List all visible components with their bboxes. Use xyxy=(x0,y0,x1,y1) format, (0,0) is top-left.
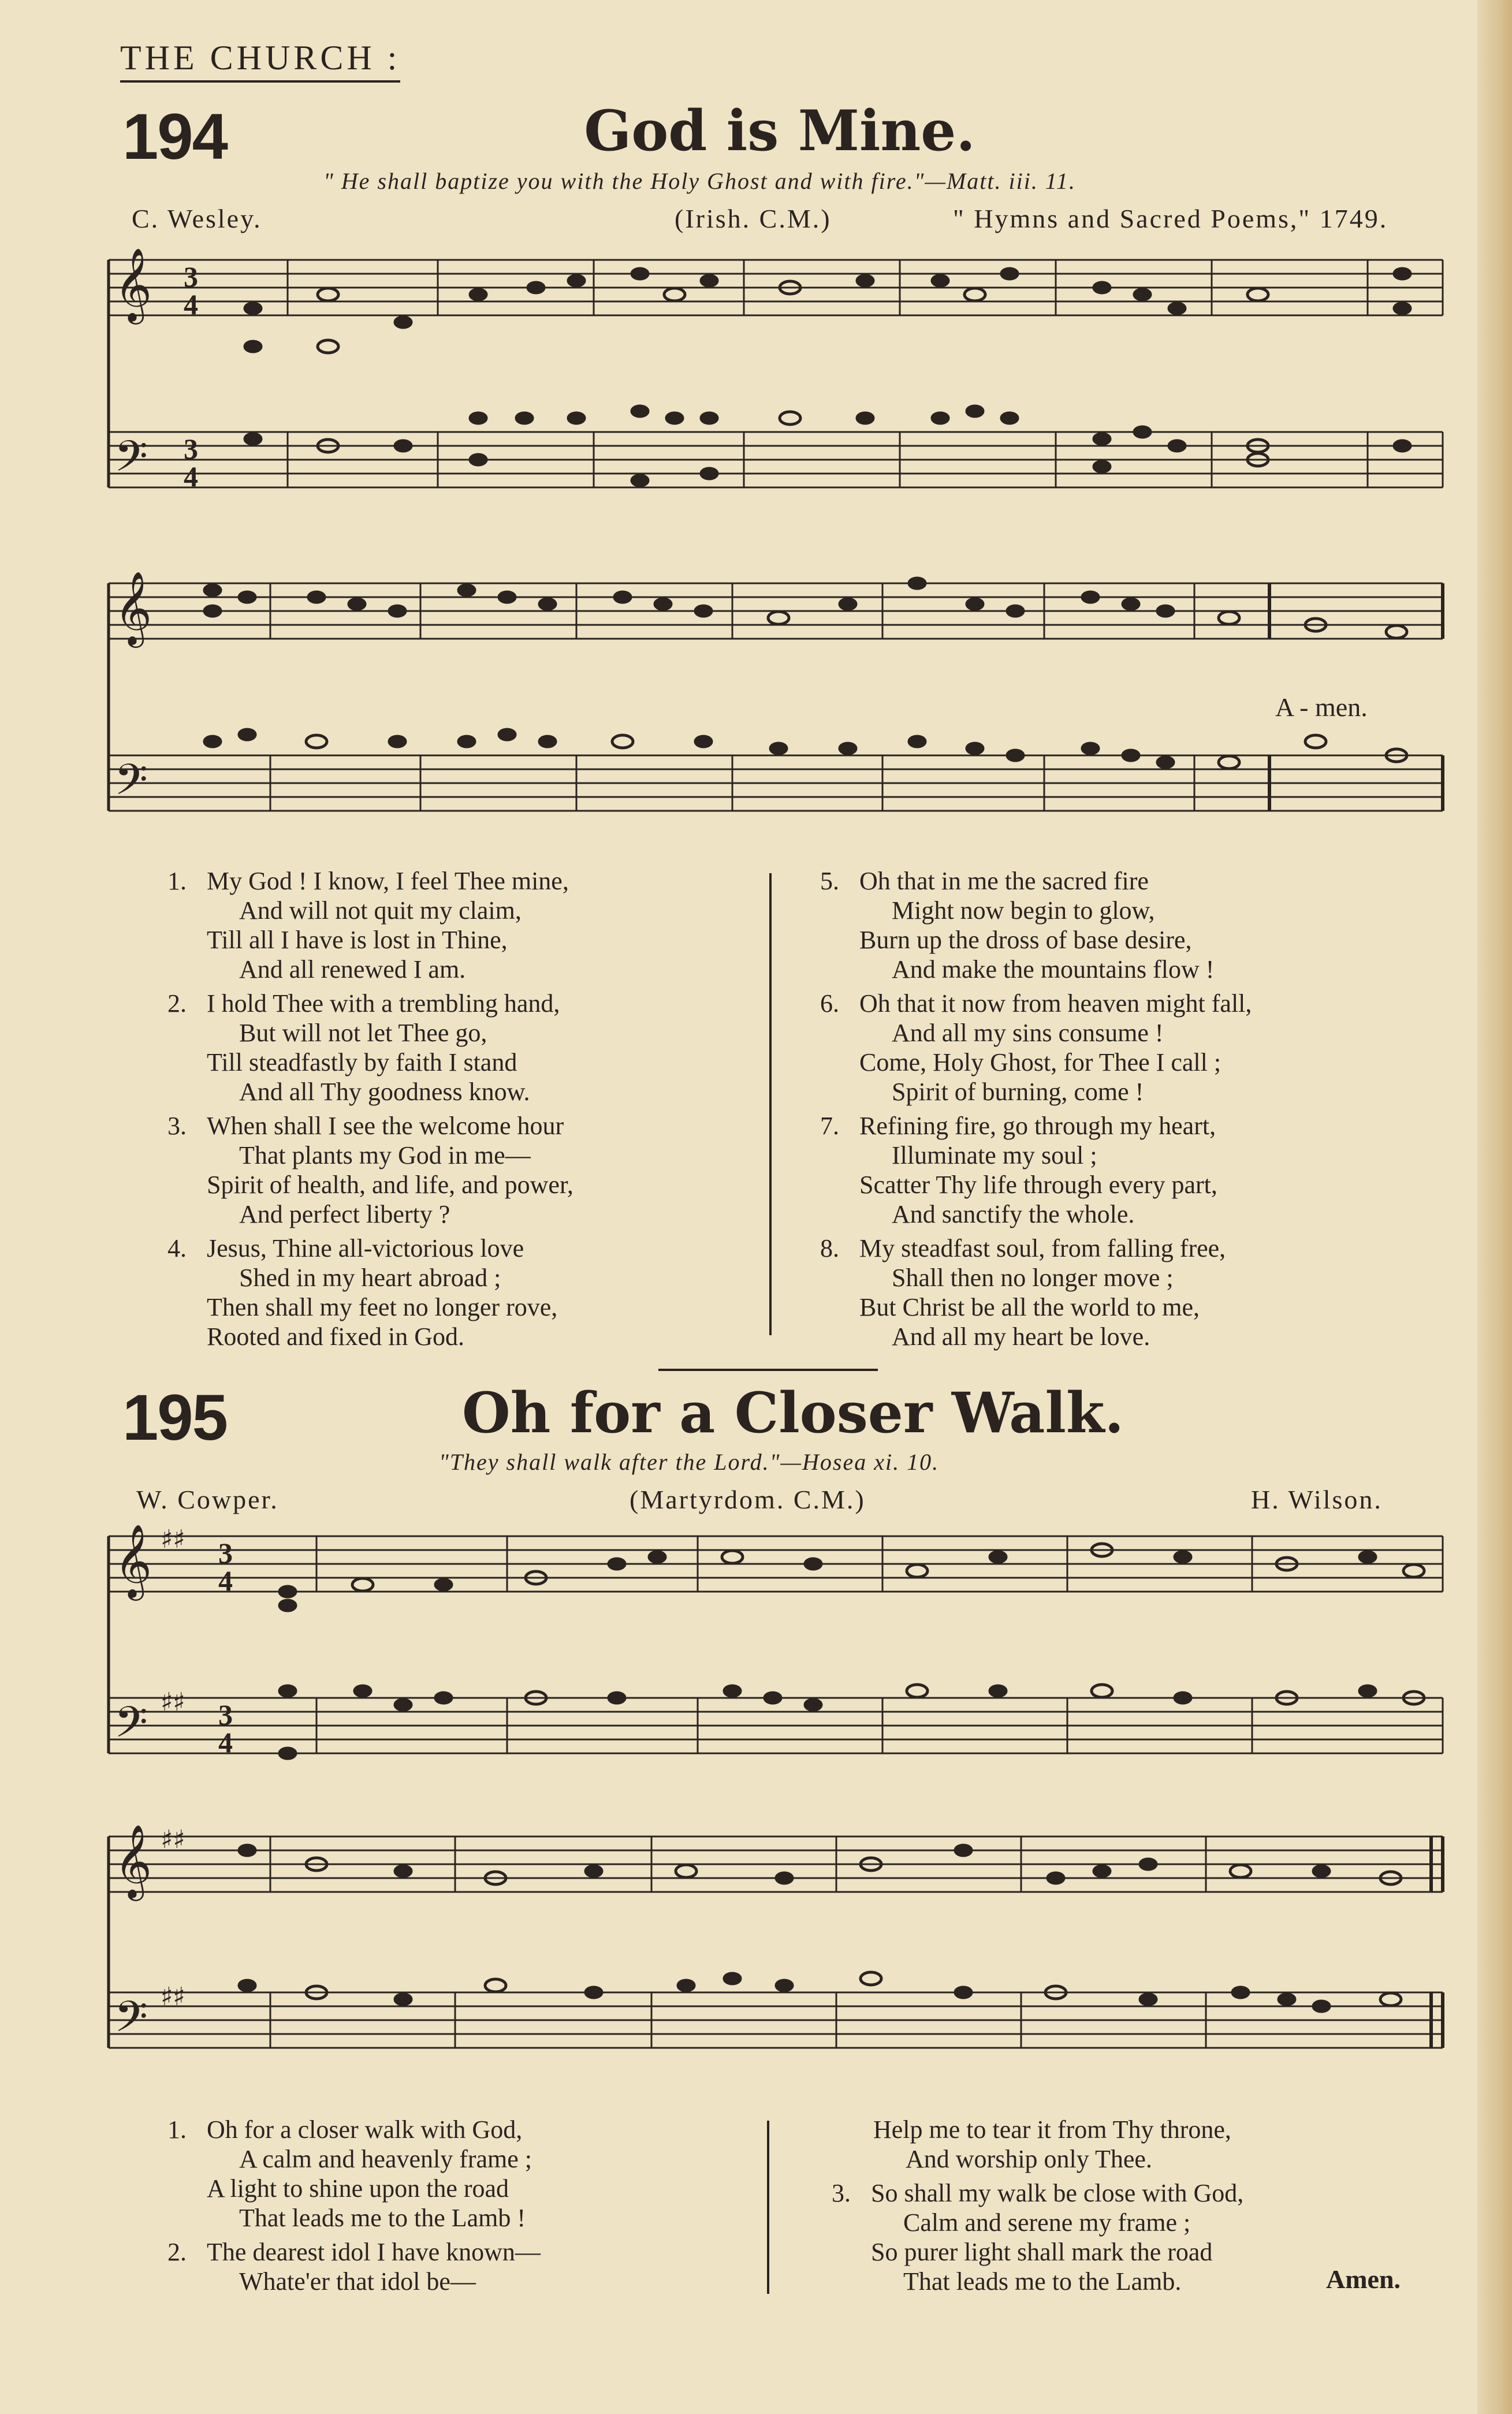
verse xyxy=(167,989,757,1107)
verse xyxy=(167,1111,757,1229)
verse-line: Jesus, Thine all-victorious love xyxy=(207,1234,524,1262)
verse-line: And all Thy goodness know. xyxy=(239,1078,530,1106)
verse-line: Spirit of health, and life, and power, xyxy=(207,1171,573,1199)
svg-text:♯♯: ♯♯ xyxy=(161,1687,185,1717)
verse-line: Till all I have is lost in Thine, xyxy=(207,926,508,954)
composer-name: H. Wilson. xyxy=(1251,1485,1383,1514)
verse-number: 6. xyxy=(820,989,839,1018)
svg-text:𝄢: 𝄢 xyxy=(114,755,148,815)
verse-line: When shall I see the welcome hour xyxy=(207,1112,564,1140)
svg-text:3: 3 xyxy=(184,433,198,465)
verse-number: 1. xyxy=(167,2115,187,2144)
tune-name: (Irish. C.M.) xyxy=(675,204,832,233)
verse xyxy=(167,866,757,984)
verse-line: That leads me to the Lamb. xyxy=(903,2267,1182,2296)
svg-text:♯♯: ♯♯ xyxy=(161,1825,185,1854)
verse-line: A light to shine upon the road xyxy=(207,2174,509,2203)
svg-text:4: 4 xyxy=(184,460,198,493)
verse-line: And all renewed I am. xyxy=(239,955,466,984)
amen-label: Amen. xyxy=(1326,2264,1401,2294)
svg-text:𝄞: 𝄞 xyxy=(114,1525,152,1597)
column-rule xyxy=(769,873,772,1335)
hymn-number: 195 xyxy=(122,1381,227,1454)
verse xyxy=(820,1111,1398,1229)
svg-text:𝄢: 𝄢 xyxy=(114,1992,148,2052)
notes-treble-s1 xyxy=(244,267,1412,353)
verse-line: Scatter Thy life through every part, xyxy=(859,1171,1217,1199)
verse-number: 3. xyxy=(832,2179,851,2207)
verse-line: Might now begin to glow, xyxy=(892,896,1155,925)
verse-line: And sanctify the whole. xyxy=(892,1200,1135,1228)
verse-number: 4. xyxy=(167,1234,187,1262)
verse-number: 3. xyxy=(167,1112,187,1140)
verse-line: So purer light shall mark the road xyxy=(871,2238,1213,2266)
svg-text:3: 3 xyxy=(184,260,198,293)
verse-line: And will not quit my claim, xyxy=(239,896,522,925)
verse-line: My God ! I know, I feel Thee mine, xyxy=(207,867,569,895)
verse-line: The dearest idol I have known— xyxy=(207,2238,541,2266)
svg-text:4: 4 xyxy=(218,1564,233,1597)
verse-line: That plants my God in me— xyxy=(239,1141,531,1169)
verse-line: And all my heart be love. xyxy=(892,1323,1150,1351)
verse-line: Oh that it now from heaven might fall, xyxy=(859,989,1252,1018)
svg-text:♯♯: ♯♯ xyxy=(161,1982,185,2011)
verse-line: Come, Holy Ghost, for Thee I call ; xyxy=(859,1048,1221,1076)
verse-line: Illuminate my soul ; xyxy=(892,1141,1097,1169)
verse xyxy=(820,989,1398,1107)
verse-line: Oh that in me the sacred fire xyxy=(859,867,1149,895)
verse-line: My steadfast soul, from falling free, xyxy=(859,1234,1226,1262)
verse xyxy=(832,2178,1409,2296)
verse-line: Shed in my heart abroad ; xyxy=(239,1264,501,1292)
verse xyxy=(820,1234,1398,1351)
bass-staff xyxy=(109,432,1443,487)
svg-text:4: 4 xyxy=(184,288,198,321)
notes-bass-s2 xyxy=(203,728,1407,769)
svg-text:3: 3 xyxy=(218,1698,233,1731)
verses-left-195 xyxy=(167,2115,745,2301)
verses-right-195 xyxy=(832,2115,1409,2301)
verse xyxy=(820,866,1398,984)
verse-line: So shall my walk be close with God, xyxy=(871,2179,1244,2207)
verse xyxy=(167,1234,757,1351)
verse-line: Rooted and fixed in God. xyxy=(207,1323,465,1351)
section-divider xyxy=(658,1369,878,1371)
author-name: C. Wesley. xyxy=(132,204,262,233)
verse-line: And make the mountains flow ! xyxy=(892,955,1215,984)
hymn-number: 194 xyxy=(122,100,227,173)
amen-label: A - men. xyxy=(1275,692,1368,722)
verse-number: 2. xyxy=(167,2238,187,2266)
verse-line: Help me to tear it from Thy throne, xyxy=(873,2115,1231,2144)
svg-text:𝄞: 𝄞 xyxy=(114,1824,152,1898)
verse-line: Refining fire, go through my heart, xyxy=(859,1112,1216,1140)
verse-line: And all my sins consume ! xyxy=(892,1019,1164,1047)
verse-number: 2. xyxy=(167,989,187,1018)
svg-text:𝄢: 𝄢 xyxy=(114,1697,148,1758)
music-score-195 xyxy=(97,1525,1448,2102)
author-name: W. Cowper. xyxy=(136,1485,279,1514)
scripture-quote: "They shall walk after the Lord."—Hosea xi. 10. xyxy=(439,1449,940,1475)
svg-text:𝄞: 𝄞 xyxy=(114,248,152,321)
verses-left-194 xyxy=(167,866,757,1356)
treble-staff xyxy=(109,260,1443,315)
verse-line: That leads me to the Lamb ! xyxy=(239,2204,526,2232)
svg-text:𝄢: 𝄢 xyxy=(114,431,148,492)
source-name: " Hymns and Sacred Poems," 1749. xyxy=(953,204,1388,233)
hymn-title: God is Mine. xyxy=(584,98,975,163)
verse-line: A calm and heavenly frame ; xyxy=(239,2145,532,2173)
verse-line: Shall then no longer move ; xyxy=(892,1264,1174,1292)
verse-line: But will not let Thee go, xyxy=(239,1019,487,1047)
verse-line: Burn up the dross of base desire, xyxy=(859,926,1192,954)
page-edge xyxy=(1477,0,1512,2414)
verse-line: Whate'er that idol be— xyxy=(239,2267,476,2296)
verse-line: I hold Thee with a trembling hand, xyxy=(207,989,560,1018)
verses-right-194 xyxy=(820,866,1398,1356)
verse-number: 7. xyxy=(820,1112,839,1140)
music-score-194 xyxy=(97,248,1448,872)
verse-line: And worship only Thee. xyxy=(906,2145,1152,2173)
scripture-quote: " He shall baptize you with the Holy Ghost and with fire."—Matt. iii. 11. xyxy=(323,168,1076,194)
verse-line: Calm and serene my frame ; xyxy=(903,2208,1191,2237)
svg-text:𝄞: 𝄞 xyxy=(114,571,152,645)
verse-number: 1. xyxy=(167,867,187,895)
verse-line: Till steadfastly by faith I stand xyxy=(207,1048,517,1076)
verse-line: Spirit of burning, come ! xyxy=(892,1078,1144,1106)
verse-continuation xyxy=(832,2115,1409,2174)
verse-number: 5. xyxy=(820,867,839,895)
verse-line: But Christ be all the world to me, xyxy=(859,1293,1200,1321)
verse xyxy=(167,2115,745,2233)
svg-text:4: 4 xyxy=(218,1726,233,1759)
notes-treble-s2 xyxy=(203,577,1407,638)
verse-line: Then shall my feet no longer rove, xyxy=(207,1293,558,1321)
verse-number: 8. xyxy=(820,1234,839,1262)
verse-line: And perfect liberty ? xyxy=(239,1200,450,1228)
page-header: THE CHURCH : xyxy=(120,38,400,83)
tune-name: (Martyrdom. C.M.) xyxy=(630,1485,866,1514)
svg-text:3: 3 xyxy=(218,1537,233,1569)
verse-line: Oh for a closer walk with God, xyxy=(207,2115,523,2144)
svg-text:♯♯: ♯♯ xyxy=(161,1525,185,1554)
verse xyxy=(167,2237,745,2296)
hymn-title: Oh for a Closer Walk. xyxy=(462,1380,1124,1446)
column-rule xyxy=(767,2121,769,2294)
